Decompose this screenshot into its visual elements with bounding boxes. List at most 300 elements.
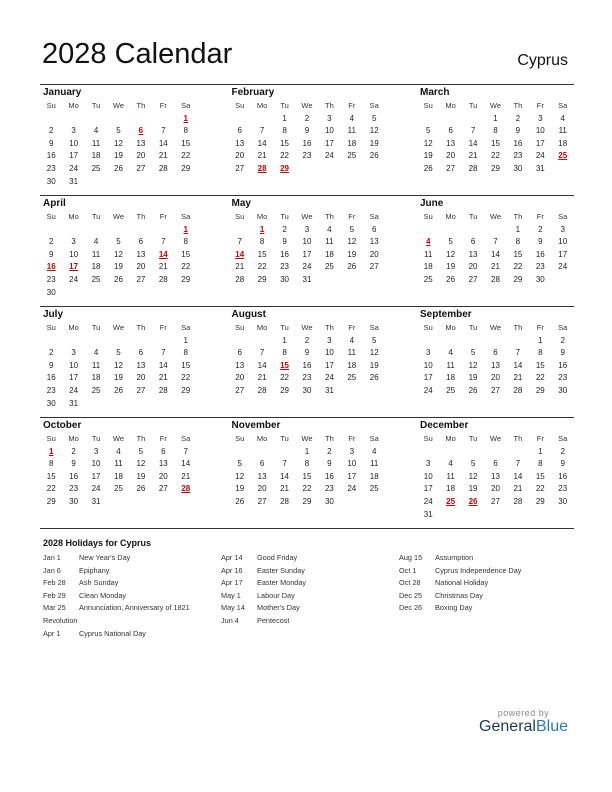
day-cell xyxy=(152,287,174,300)
day-cell xyxy=(439,113,461,126)
day-cell: 22 xyxy=(535,373,545,383)
day-cell: 23 xyxy=(558,373,568,383)
day-cell: 5 xyxy=(372,113,377,123)
day-cell: 29 xyxy=(280,385,289,395)
day-cell: 21 xyxy=(235,262,245,272)
weekday-label: We xyxy=(112,323,125,332)
day-cell: 12 xyxy=(136,459,146,469)
day-cell xyxy=(62,335,84,348)
weekday-header xyxy=(417,433,574,446)
day-cell: 19 xyxy=(369,360,379,370)
week-row xyxy=(229,125,386,138)
week-row xyxy=(229,224,386,237)
day-cell: 11 xyxy=(325,237,334,247)
day-cell: 3 xyxy=(327,335,332,345)
day-cell: 22 xyxy=(513,262,523,272)
day-cell: 23 xyxy=(535,262,545,272)
weekday-label: Tu xyxy=(468,101,478,110)
day-cell: 20 xyxy=(136,262,146,272)
day-cell: 12 xyxy=(468,471,478,481)
week-row xyxy=(229,360,386,373)
month-name: November xyxy=(231,420,281,431)
day-cell: 22 xyxy=(280,151,289,161)
day-cell: 27 xyxy=(257,496,267,506)
day-cell: 8 xyxy=(282,348,287,358)
holiday-item xyxy=(399,590,577,603)
weekday-label: Mo xyxy=(68,101,79,110)
month-name: October xyxy=(43,420,82,431)
weekday-label: We xyxy=(301,212,313,221)
weekday-label: Tu xyxy=(468,212,478,221)
day-cell: 25 xyxy=(446,385,456,395)
day-cell: 21 xyxy=(181,471,191,481)
day-cell: 30 xyxy=(46,398,56,408)
day-cell: 5 xyxy=(425,126,431,136)
holiday-item xyxy=(43,590,221,603)
day-cell: 15 xyxy=(535,471,545,481)
day-cell: 28 xyxy=(280,496,289,506)
weekday-label: Su xyxy=(46,101,56,110)
month-name: December xyxy=(420,420,469,431)
day-cell: 29 xyxy=(46,496,56,506)
day-cell: 31 xyxy=(324,385,334,395)
day-cell: 15 xyxy=(302,471,312,481)
day-cell xyxy=(85,335,107,348)
day-cell: 19 xyxy=(136,471,146,481)
month-november xyxy=(229,418,386,528)
day-cell xyxy=(107,113,129,126)
weekday-label: Fr xyxy=(159,101,167,110)
day-cell: 3 xyxy=(425,348,431,358)
holiday-name: Assumption xyxy=(435,553,474,562)
week-row xyxy=(229,236,386,249)
day-cell: 11 xyxy=(91,360,101,370)
day-cell: 15 xyxy=(491,138,500,148)
day-cell: 10 xyxy=(324,126,334,136)
holiday-date: Oct 1 xyxy=(399,565,417,575)
day-cell: 25 xyxy=(324,262,334,272)
weekday-label: Fr xyxy=(348,212,356,221)
week-row xyxy=(229,347,386,360)
month-name: March xyxy=(420,87,450,98)
day-cell: 10 xyxy=(302,237,312,247)
brand-logo[interactable] xyxy=(479,708,568,736)
day-cell: 16 xyxy=(535,249,545,259)
day-cell: 6 xyxy=(493,459,498,469)
day-cell: 8 xyxy=(48,459,54,469)
day-cell: 31 xyxy=(69,176,79,186)
day-cell: 3 xyxy=(71,348,76,358)
day-cell xyxy=(529,509,551,522)
day-cell: 6 xyxy=(470,237,476,247)
day-cell: 7 xyxy=(237,237,242,247)
day-cell: 9 xyxy=(48,138,54,148)
day-cell: 22 xyxy=(280,373,289,383)
day-cell: 20 xyxy=(446,151,456,161)
weekday-label: Th xyxy=(325,434,334,443)
holiday-day-cell: 17 xyxy=(69,262,79,272)
weekday-label: Tu xyxy=(91,323,101,332)
day-cell: 17 xyxy=(423,373,433,383)
day-cell: 12 xyxy=(446,249,456,259)
day-cell: 29 xyxy=(513,274,523,284)
day-cell: 27 xyxy=(235,163,245,173)
week-row xyxy=(229,446,386,459)
weekday-label: Tu xyxy=(280,212,289,221)
day-cell xyxy=(130,287,152,300)
day-cell xyxy=(273,446,295,459)
day-cell: 1 xyxy=(515,224,521,234)
holiday-item xyxy=(399,602,577,615)
day-cell: 25 xyxy=(347,373,357,383)
day-cell: 27 xyxy=(235,385,245,395)
day-cell xyxy=(439,224,461,237)
day-cell: 26 xyxy=(136,484,146,494)
week-row xyxy=(417,224,574,237)
day-cell: 20 xyxy=(235,151,245,161)
holiday-item xyxy=(43,577,221,590)
week-row xyxy=(40,287,197,300)
day-cell: 23 xyxy=(302,151,312,161)
day-cell xyxy=(552,274,574,287)
day-cell xyxy=(507,335,529,348)
day-cell xyxy=(318,163,340,176)
holiday-date: Jan 1 xyxy=(43,553,61,562)
weekday-label: Sa xyxy=(558,101,568,110)
day-cell xyxy=(85,224,107,237)
week-row xyxy=(417,471,574,484)
day-cell xyxy=(175,496,197,509)
day-cell: 19 xyxy=(114,262,123,272)
holiday-date: Aug 15 xyxy=(399,553,423,562)
day-cell: 20 xyxy=(257,484,267,494)
day-cell: 30 xyxy=(69,496,79,506)
holiday-name: Easter Sunday xyxy=(257,565,305,575)
holiday-name-continued: Revolution xyxy=(43,615,78,625)
day-cell: 7 xyxy=(493,237,498,247)
holiday-item xyxy=(221,565,399,578)
day-cell: 24 xyxy=(302,262,312,272)
calendar-row xyxy=(40,84,574,195)
day-cell: 6 xyxy=(237,126,242,136)
holiday-item xyxy=(221,552,399,565)
day-cell xyxy=(152,224,174,237)
month-name: August xyxy=(231,309,266,320)
holiday-item xyxy=(43,628,221,641)
week-row xyxy=(40,446,197,459)
day-cell: 29 xyxy=(535,496,545,506)
day-cell xyxy=(107,335,129,348)
week-row xyxy=(229,471,386,484)
week-row xyxy=(417,483,574,496)
day-cell: 28 xyxy=(257,385,267,395)
calendar-row xyxy=(40,417,574,529)
day-cell: 27 xyxy=(491,496,500,506)
day-cell: 13 xyxy=(158,459,168,469)
day-cell: 31 xyxy=(302,274,312,284)
week-row xyxy=(229,163,386,176)
day-cell: 31 xyxy=(423,509,433,519)
day-cell: 4 xyxy=(560,113,565,123)
weekday-label: Tu xyxy=(280,101,289,110)
week-row xyxy=(417,274,574,287)
holiday-day-cell: 29 xyxy=(280,163,289,173)
day-cell: 19 xyxy=(369,138,379,148)
week-row xyxy=(417,150,574,163)
weekday-label: Mo xyxy=(68,323,79,332)
day-cell: 7 xyxy=(259,348,265,358)
holiday-item xyxy=(399,565,577,578)
day-cell: 31 xyxy=(535,163,545,173)
weekday-label: Fr xyxy=(348,434,356,443)
day-cell: 7 xyxy=(470,126,476,136)
day-cell: 14 xyxy=(257,360,267,370)
day-cell: 11 xyxy=(114,459,123,469)
day-cell: 15 xyxy=(181,360,191,370)
weekday-header xyxy=(417,322,574,335)
day-cell: 7 xyxy=(161,237,166,247)
day-cell: 27 xyxy=(491,385,500,395)
day-cell xyxy=(152,496,174,509)
day-cell: 3 xyxy=(538,113,543,123)
week-row xyxy=(417,372,574,385)
day-cell: 12 xyxy=(423,138,433,148)
day-cell: 1 xyxy=(282,113,287,123)
day-cell: 3 xyxy=(560,224,565,234)
day-cell: 28 xyxy=(158,274,168,284)
day-cell: 24 xyxy=(69,274,79,284)
day-cell: 7 xyxy=(259,126,265,136)
day-cell xyxy=(318,274,340,287)
day-cell: 4 xyxy=(372,446,377,456)
day-cell: 15 xyxy=(257,249,267,259)
day-cell: 17 xyxy=(69,373,79,383)
day-cell: 4 xyxy=(349,335,355,345)
day-cell: 11 xyxy=(558,126,567,136)
day-cell: 28 xyxy=(235,274,245,284)
holiday-list xyxy=(43,538,577,640)
day-cell: 16 xyxy=(302,138,312,148)
day-cell xyxy=(341,274,363,287)
weekday-label: Mo xyxy=(445,212,456,221)
holiday-date: Apr 14 xyxy=(221,553,243,562)
holiday-name: Christmas Day xyxy=(435,590,483,600)
day-cell: 21 xyxy=(158,151,168,161)
day-cell: 23 xyxy=(558,484,568,494)
holiday-item xyxy=(221,615,399,628)
powered-by-text: powered by xyxy=(497,708,550,718)
day-cell: 8 xyxy=(259,237,265,247)
day-cell: 8 xyxy=(183,126,188,136)
day-cell xyxy=(62,224,84,237)
weekday-label: Fr xyxy=(536,212,544,221)
day-cell: 18 xyxy=(347,360,357,370)
day-cell: 25 xyxy=(423,274,433,284)
day-cell: 23 xyxy=(324,484,334,494)
brand-name xyxy=(479,718,568,736)
day-cell xyxy=(175,176,197,189)
day-cell: 4 xyxy=(448,459,453,469)
day-cell: 10 xyxy=(69,360,79,370)
day-cell xyxy=(85,176,107,189)
day-cell: 13 xyxy=(369,237,379,247)
day-cell: 26 xyxy=(114,163,123,173)
day-cell: 7 xyxy=(282,459,287,469)
weekday-label: Su xyxy=(46,434,56,443)
weekday-label: Mo xyxy=(256,101,268,110)
day-cell: 9 xyxy=(327,459,332,469)
week-row xyxy=(40,113,197,126)
holiday-date: Feb 28 xyxy=(43,578,66,588)
month-may xyxy=(229,196,386,306)
day-cell xyxy=(363,163,385,176)
day-cell xyxy=(107,287,129,300)
day-cell: 20 xyxy=(491,484,500,494)
holiday-date: Apr 16 xyxy=(221,565,243,575)
day-cell xyxy=(251,113,273,126)
day-cell: 29 xyxy=(181,274,191,284)
weekday-label: We xyxy=(489,323,502,332)
day-cell: 24 xyxy=(558,262,568,272)
day-cell: 17 xyxy=(91,471,101,481)
weekday-label: Th xyxy=(513,434,523,443)
holiday-date: May 1 xyxy=(221,590,241,600)
weekday-label: Su xyxy=(423,212,433,221)
day-cell: 29 xyxy=(257,274,267,284)
weekday-label: We xyxy=(112,212,125,221)
holiday-date: Dec 26 xyxy=(399,603,423,613)
day-cell: 30 xyxy=(46,287,56,297)
weekday-label: Tu xyxy=(280,434,289,443)
holiday-date: Mar 25 xyxy=(43,603,66,613)
day-cell: 6 xyxy=(372,224,377,234)
day-cell: 8 xyxy=(282,126,287,136)
day-cell: 23 xyxy=(46,163,56,173)
week-row xyxy=(417,509,574,522)
day-cell: 8 xyxy=(183,237,188,247)
day-cell: 8 xyxy=(538,348,543,358)
day-cell: 27 xyxy=(369,262,379,272)
day-cell: 17 xyxy=(558,249,568,259)
day-cell: 10 xyxy=(91,459,101,469)
holiday-date: Dec 25 xyxy=(399,590,423,600)
day-cell: 15 xyxy=(181,138,191,148)
weekday-label: Su xyxy=(46,212,56,221)
holiday-item xyxy=(43,602,221,615)
day-cell: 24 xyxy=(324,151,334,161)
day-cell: 27 xyxy=(136,385,146,395)
day-cell: 15 xyxy=(46,471,56,481)
weekday-label: Th xyxy=(513,212,523,221)
weekday-label: Sa xyxy=(369,212,379,221)
holiday-day-cell: 28 xyxy=(181,484,191,494)
weekday-label: Su xyxy=(235,101,245,110)
day-cell: 20 xyxy=(491,373,500,383)
day-cell: 26 xyxy=(369,373,379,383)
weekday-header xyxy=(40,322,197,335)
holiday-day-cell: 26 xyxy=(468,496,478,506)
day-cell xyxy=(462,335,484,348)
weekday-label: Th xyxy=(136,323,146,332)
day-cell: 17 xyxy=(302,249,312,259)
weekday-label: Fr xyxy=(348,101,356,110)
day-cell: 10 xyxy=(423,471,433,481)
weekday-label: Su xyxy=(235,212,245,221)
day-cell: 1 xyxy=(183,335,188,345)
day-cell: 19 xyxy=(114,373,123,383)
day-cell: 4 xyxy=(349,113,355,123)
calendar-row xyxy=(40,195,574,306)
day-cell: 3 xyxy=(425,459,431,469)
day-cell: 13 xyxy=(136,360,146,370)
day-cell xyxy=(484,224,506,237)
day-cell: 2 xyxy=(48,348,54,358)
week-row xyxy=(40,274,197,287)
brand-name-part2: Blue xyxy=(535,718,568,735)
day-cell: 2 xyxy=(515,113,521,123)
day-cell: 22 xyxy=(46,484,56,494)
day-cell xyxy=(341,496,363,509)
day-cell: 22 xyxy=(535,484,545,494)
day-cell: 16 xyxy=(558,471,568,481)
day-cell: 29 xyxy=(491,163,500,173)
weekday-label: We xyxy=(489,434,502,443)
day-cell: 19 xyxy=(468,373,478,383)
week-row xyxy=(417,347,574,360)
weekday-label: Tu xyxy=(91,212,101,221)
day-cell: 18 xyxy=(423,262,433,272)
weekday-label: Tu xyxy=(468,434,478,443)
day-cell: 5 xyxy=(237,459,242,469)
day-cell: 18 xyxy=(446,373,456,383)
week-row xyxy=(229,372,386,385)
page-title: 2028 Calendar xyxy=(42,38,233,70)
day-cell: 29 xyxy=(535,385,545,395)
week-row xyxy=(40,261,197,274)
day-cell: 16 xyxy=(558,360,568,370)
week-row xyxy=(40,385,197,398)
holiday-day-cell: 14 xyxy=(158,249,168,259)
holiday-name: New Year's Day xyxy=(79,553,131,562)
day-cell: 13 xyxy=(235,360,245,370)
day-cell: 2 xyxy=(48,237,54,247)
day-cell: 18 xyxy=(347,138,357,148)
day-cell: 2 xyxy=(560,335,565,345)
day-cell: 11 xyxy=(91,249,101,259)
day-cell: 16 xyxy=(302,360,312,370)
day-cell: 26 xyxy=(423,163,433,173)
day-cell: 12 xyxy=(347,237,357,247)
holiday-name: Mother's Day xyxy=(257,603,300,613)
day-cell xyxy=(363,385,385,398)
day-cell: 2 xyxy=(560,446,565,456)
day-cell xyxy=(462,224,484,237)
day-cell xyxy=(363,496,385,509)
day-cell: 9 xyxy=(538,237,543,247)
day-cell: 21 xyxy=(257,373,267,383)
holiday-day-cell: 6 xyxy=(138,126,144,136)
weekday-label: Th xyxy=(513,323,523,332)
day-cell: 19 xyxy=(468,484,478,494)
weekday-label: Fr xyxy=(159,434,167,443)
day-cell: 11 xyxy=(347,126,356,136)
weekday-label: Sa xyxy=(369,434,379,443)
day-cell: 26 xyxy=(114,385,123,395)
day-cell: 16 xyxy=(46,373,56,383)
day-cell: 20 xyxy=(136,373,146,383)
weekday-label: We xyxy=(112,434,125,443)
day-cell xyxy=(175,398,197,411)
